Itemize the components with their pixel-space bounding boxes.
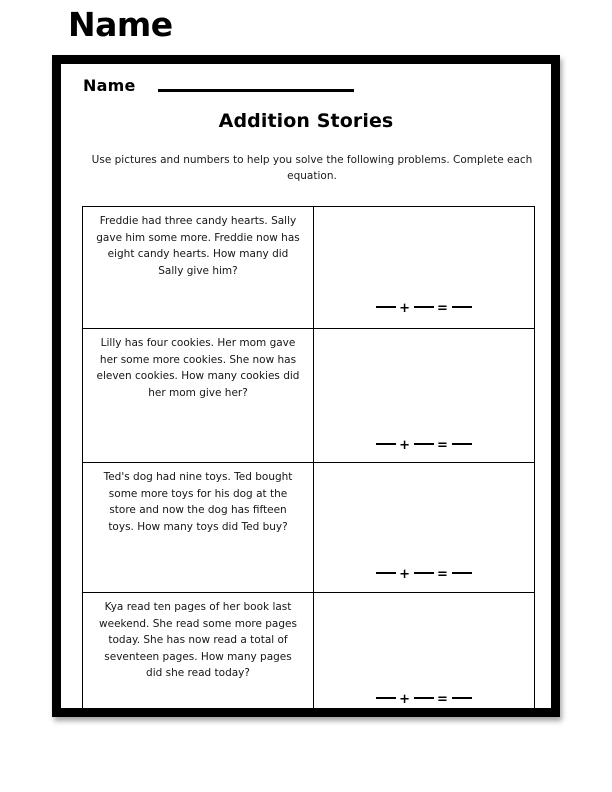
story-cell-inner: [83, 463, 313, 592]
table-row: [83, 329, 535, 463]
answer-cell[interactable]: [314, 207, 535, 329]
table-row: [83, 593, 535, 716]
story-text: Freddie had three candy hearts. Sally gave him some more. Freddie now has eight candy hearts. How many did Sally give him?: [96, 215, 300, 277]
story-text: Lilly has four cookies. Her mom gave her some more cookies. She now has eleven cookies. How many cookies did her mom give her?: [96, 337, 300, 399]
equation-blank-addend1[interactable]: [376, 572, 396, 574]
answer-work-area[interactable]: [314, 329, 534, 462]
equation-blank-addend1[interactable]: [376, 443, 396, 445]
equation-blank-addend2[interactable]: [414, 572, 434, 574]
story-cell: [83, 463, 314, 593]
answer-work-area[interactable]: [314, 207, 534, 328]
equals-sign: =: [437, 438, 449, 453]
worksheet-sheet: [61, 64, 551, 708]
equals-sign: =: [437, 567, 449, 582]
equals-sign: =: [437, 692, 449, 707]
name-field-row: [83, 78, 354, 94]
story-cell-inner: [83, 207, 313, 328]
plus-sign: +: [399, 692, 411, 707]
answer-work-area[interactable]: [314, 593, 534, 715]
name-label: Name: [83, 76, 136, 95]
equation-blank-addend1[interactable]: [376, 697, 396, 699]
story-text: Ted's dog had nine toys. Ted bought some more toys for his dog at the store and now the dog has fifteen toys. How many toys did Ted buy?: [103, 471, 293, 533]
plus-sign: +: [399, 301, 411, 316]
equation-line[interactable]: [314, 567, 534, 582]
equation-blank-addend1[interactable]: [376, 306, 396, 308]
story-text: Kya read ten pages of her book last weekend. She read some more pages today. She has now read a total of seventeen pages. How many pages did she read today?: [99, 601, 297, 680]
equation-blank-sum[interactable]: [452, 306, 472, 308]
story-cell: [83, 593, 314, 716]
page-heading: Name: [68, 5, 173, 44]
answer-work-area[interactable]: [314, 463, 534, 592]
table-row: [83, 463, 535, 593]
equation-blank-addend2[interactable]: [414, 443, 434, 445]
problems-table: [82, 206, 535, 716]
equation-blank-addend2[interactable]: [414, 697, 434, 699]
story-cell-inner: [83, 329, 313, 462]
table-row: [83, 207, 535, 329]
equation-line[interactable]: [314, 438, 534, 453]
directions-text: Use pictures and numbers to help you solve the following problems. Complete each equation.: [91, 154, 533, 183]
equation-line[interactable]: [314, 692, 534, 707]
equals-sign: =: [437, 301, 449, 316]
answer-cell[interactable]: [314, 593, 535, 716]
answer-cell[interactable]: [314, 329, 535, 463]
story-cell: [83, 207, 314, 329]
story-cell-inner: [83, 593, 313, 715]
equation-blank-addend2[interactable]: [414, 306, 434, 308]
plus-sign: +: [399, 567, 411, 582]
equation-blank-sum[interactable]: [452, 697, 472, 699]
equation-blank-sum[interactable]: [452, 443, 472, 445]
page-title: Addition Stories: [218, 110, 394, 132]
answer-cell[interactable]: [314, 463, 535, 593]
worksheet-frame: [52, 55, 560, 717]
name-blank-line[interactable]: [158, 89, 354, 92]
equation-line[interactable]: [314, 301, 534, 316]
plus-sign: +: [399, 438, 411, 453]
story-cell: [83, 329, 314, 463]
equation-blank-sum[interactable]: [452, 572, 472, 574]
